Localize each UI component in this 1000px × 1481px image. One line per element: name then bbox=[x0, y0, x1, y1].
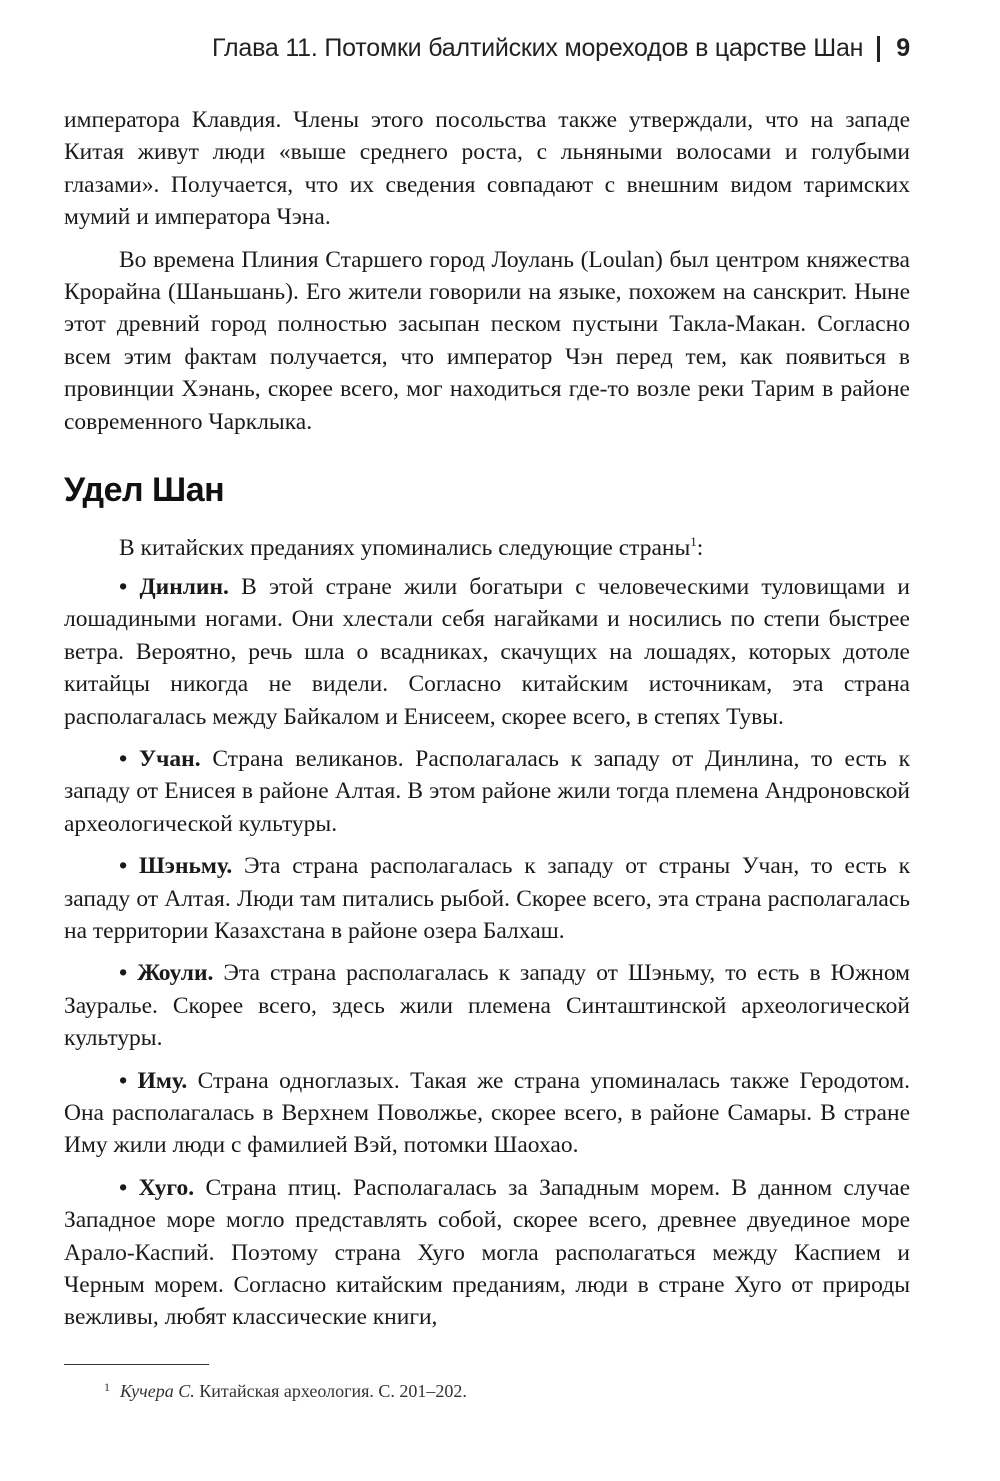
page-body bbox=[64, 104, 910, 1344]
running-head bbox=[212, 34, 910, 63]
list-term: Учан. bbox=[138, 745, 201, 772]
list-term: Хуго. bbox=[138, 1174, 195, 1201]
paragraph-continued: императора Клавдия. Члены этого посольства также утверждали, что на западе Китая живут люди «выше среднего роста, с льняными волосами и голубыми глазами». Получается, что их сведения совпадают с внешним видом таримских мумий и императора Чэна. bbox=[64, 107, 910, 231]
bullet-mark: • bbox=[119, 853, 128, 880]
list-text: Эта страна располагалась к западу от Шэньму, то есть в Южном Зауралье. Скорее всего, здесь жили племена Синташтинской археологической культуры. bbox=[64, 960, 911, 1052]
footnote-rule bbox=[64, 1364, 209, 1365]
section-heading: Удел Шан bbox=[64, 471, 225, 510]
list-item bbox=[64, 1172, 910, 1334]
bullet-mark: • bbox=[119, 960, 128, 987]
lead-text: В китайских преданиях упоминались следующие страны bbox=[119, 535, 691, 562]
list-text: Эта страна располагалась к западу от страны Учан, то есть к западу от Алтая. Люди там питались рыбой. Скорее всего, эта страна располагалась на территории Казахстана в районе озера Балхаш. bbox=[64, 853, 911, 944]
page-number: 9 bbox=[896, 34, 910, 62]
list-text: Страна птиц. Располагалась за Западным морем. В данном случае Западное море могло представлять собой, скорее всего, древнее двуединое море Арало-Каспий. Поэтому страна Хуго могла располагаться между Каспием и Черным морем. Согласно китайским преданиям, люди в стране Хуго от природы вежливы, любят классические книги, bbox=[64, 1174, 911, 1331]
footnote bbox=[104, 1380, 467, 1402]
list-item bbox=[64, 850, 910, 947]
list-term: Шэньму. bbox=[138, 853, 233, 880]
header-separator bbox=[877, 36, 880, 62]
list-item bbox=[64, 957, 910, 1054]
bullet-mark: • bbox=[119, 573, 128, 600]
footnote-text: Китайская археология. С. 201–202. bbox=[199, 1381, 467, 1401]
list-text: В этой стране жили богатыри с человеческими туловищами и лошадиными ногами. Они хлестали себя нагайками и носились по степи быстрее ветра. Вероятно, речь шла о всадниках, скачущих на лошадях, которых дотоле китайцы никогда не видели. Согласно китайским источникам, эта страна располагалась между Байкалом и Енисеем, скорее всего, в степях Тувы. bbox=[64, 573, 911, 730]
chapter-title: Глава 11. Потомки балтийских мореходов в царстве Шан bbox=[212, 34, 864, 62]
bullet-mark: • bbox=[119, 745, 128, 772]
list-item bbox=[64, 571, 910, 733]
footnote-mark: 1 bbox=[104, 1380, 110, 1394]
list-text: Страна одноглазых. Такая же страна упоминалась также Геродотом. Она располагалась в Верхнем Поволжье, скорее всего, в районе Самары. В стране Иму жили люди с фамилией Вэй, потомки Шаохао. bbox=[64, 1067, 911, 1159]
footnote-author: Кучера С. bbox=[120, 1381, 195, 1401]
list-item bbox=[64, 1065, 910, 1162]
paragraph: Во времена Плиния Старшего город Лоулань (Loulan) был центром княжества Крорайна (Шаньшань). Его жители говорили на языке, похожем на санскрит. Ныне этот древний город полностью засыпан песком пустыни Такла-Макан. Согласно всем этим фактам получается, что император Чэн перед тем, как появиться в провинции Хэнань, скорее всего, мог находиться где-то возле реки Тарим в районе современного Чарклыка. bbox=[64, 246, 910, 435]
list-term: Иму. bbox=[137, 1067, 188, 1094]
bullet-mark: • bbox=[119, 1174, 128, 1201]
bullet-mark: • bbox=[119, 1067, 128, 1094]
footnote-ref: 1 bbox=[690, 534, 697, 550]
section-lead bbox=[64, 532, 910, 564]
list-item bbox=[64, 743, 910, 840]
list-term: Жоули. bbox=[137, 960, 214, 987]
list-text: Страна великанов. Располагалась к западу от Динлина, то есть к западу от Енисея в районе Алтая. В этом районе жили тогда племена Андроновской археологической культуры. bbox=[64, 745, 911, 837]
lead-end: : bbox=[696, 535, 704, 562]
list-term: Динлин. bbox=[139, 573, 229, 600]
